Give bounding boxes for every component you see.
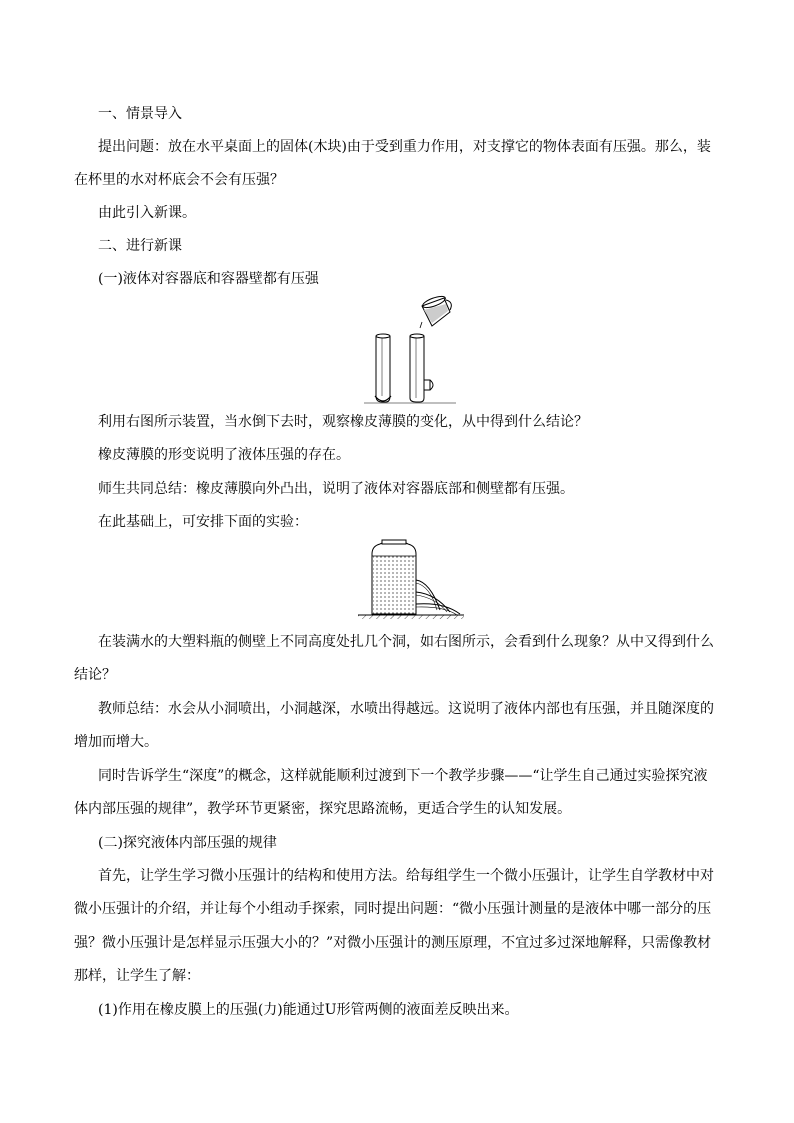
paragraph-intro-new: 由此引入新课。 (98, 205, 196, 221)
paragraph-bottle-line1: 在装满水的大塑料瓶的侧壁上不同高度处扎几个洞，如右图所示，会看到什么现象？从中又得到什么 (98, 634, 714, 650)
section-heading-1: 一、情景导入 (98, 106, 182, 122)
paragraph-first-line1: 首先，让学生学习微小压强计的结构和使用方法。给每组学生一个微小压强计，让学生自学教材中对 (98, 868, 714, 884)
paragraph-next: 在此基础上，可安排下面的实验： (98, 514, 308, 530)
subheading-1: (一)液体对容器底和容器壁都有压强 (98, 271, 319, 287)
bottle-icon (372, 540, 416, 614)
section-heading-2: 二、进行新课 (98, 238, 182, 254)
pouring-cup-icon (420, 294, 451, 328)
subheading-2: (二)探究液体内部压强的规律 (98, 835, 277, 851)
right-tube-icon (410, 334, 433, 402)
water-jets-icon (416, 580, 460, 615)
paragraph-observe: 利用右图所示装置，当水倒下去时，观察橡皮薄膜的变化，从中得到什么结论？ (98, 414, 588, 430)
paragraph-summary: 师生共同总结：橡皮薄膜向外凸出，说明了液体对容器底部和侧壁都有压强。 (98, 481, 574, 497)
paragraph-point1: (1)作用在橡皮膜上的压强(力)能通过U形管两侧的液面差反映出来。 (98, 1002, 519, 1018)
paragraph-first-line4: 那样，让学生了解： (74, 968, 200, 984)
tubes-figure (360, 292, 460, 404)
bottle-figure (356, 540, 468, 620)
paragraph-depth-line1: 同时告诉学生“深度”的概念，这样就能顺利过渡到下一个教学步骤——“让学生自己通过实验探究液 (98, 768, 708, 784)
ground-icon (358, 615, 464, 619)
paragraph-answer: 橡皮薄膜的形变说明了液体压强的存在。 (98, 447, 350, 463)
paragraph-first-line2: 微小压强计的介绍，并让每个小组动手探索，同时提出问题：“微小压强计测量的是液体中哪一部分的压 (74, 901, 712, 917)
paragraph-teacher-line1: 教师总结：水会从小洞喷出，小洞越深，水喷出得越远。这说明了液体内部也有压强，并且随深度的 (98, 701, 714, 717)
left-tube-icon (375, 334, 391, 402)
paragraph-bottle-line2: 结论？ (74, 667, 116, 683)
paragraph-question-line2: 在杯里的水对杯底会不会有压强？ (74, 172, 284, 188)
paragraph-teacher-line2: 增加而增大。 (74, 734, 158, 750)
paragraph-depth-line2: 体内部压强的规律”，教学环节更紧密，探究思路流畅，更适合学生的认知发展。 (74, 801, 572, 817)
paragraph-first-line3: 强？微小压强计是怎样显示压强大小的？”对微小压强计的测压原理，不宜过多过深地解释，只需像教材 (74, 935, 712, 951)
paragraph-question-line1: 提出问题：放在水平桌面上的固体(木块)由于受到重力作用，对支撑它的物体表面有压强。那么，装 (98, 139, 711, 155)
